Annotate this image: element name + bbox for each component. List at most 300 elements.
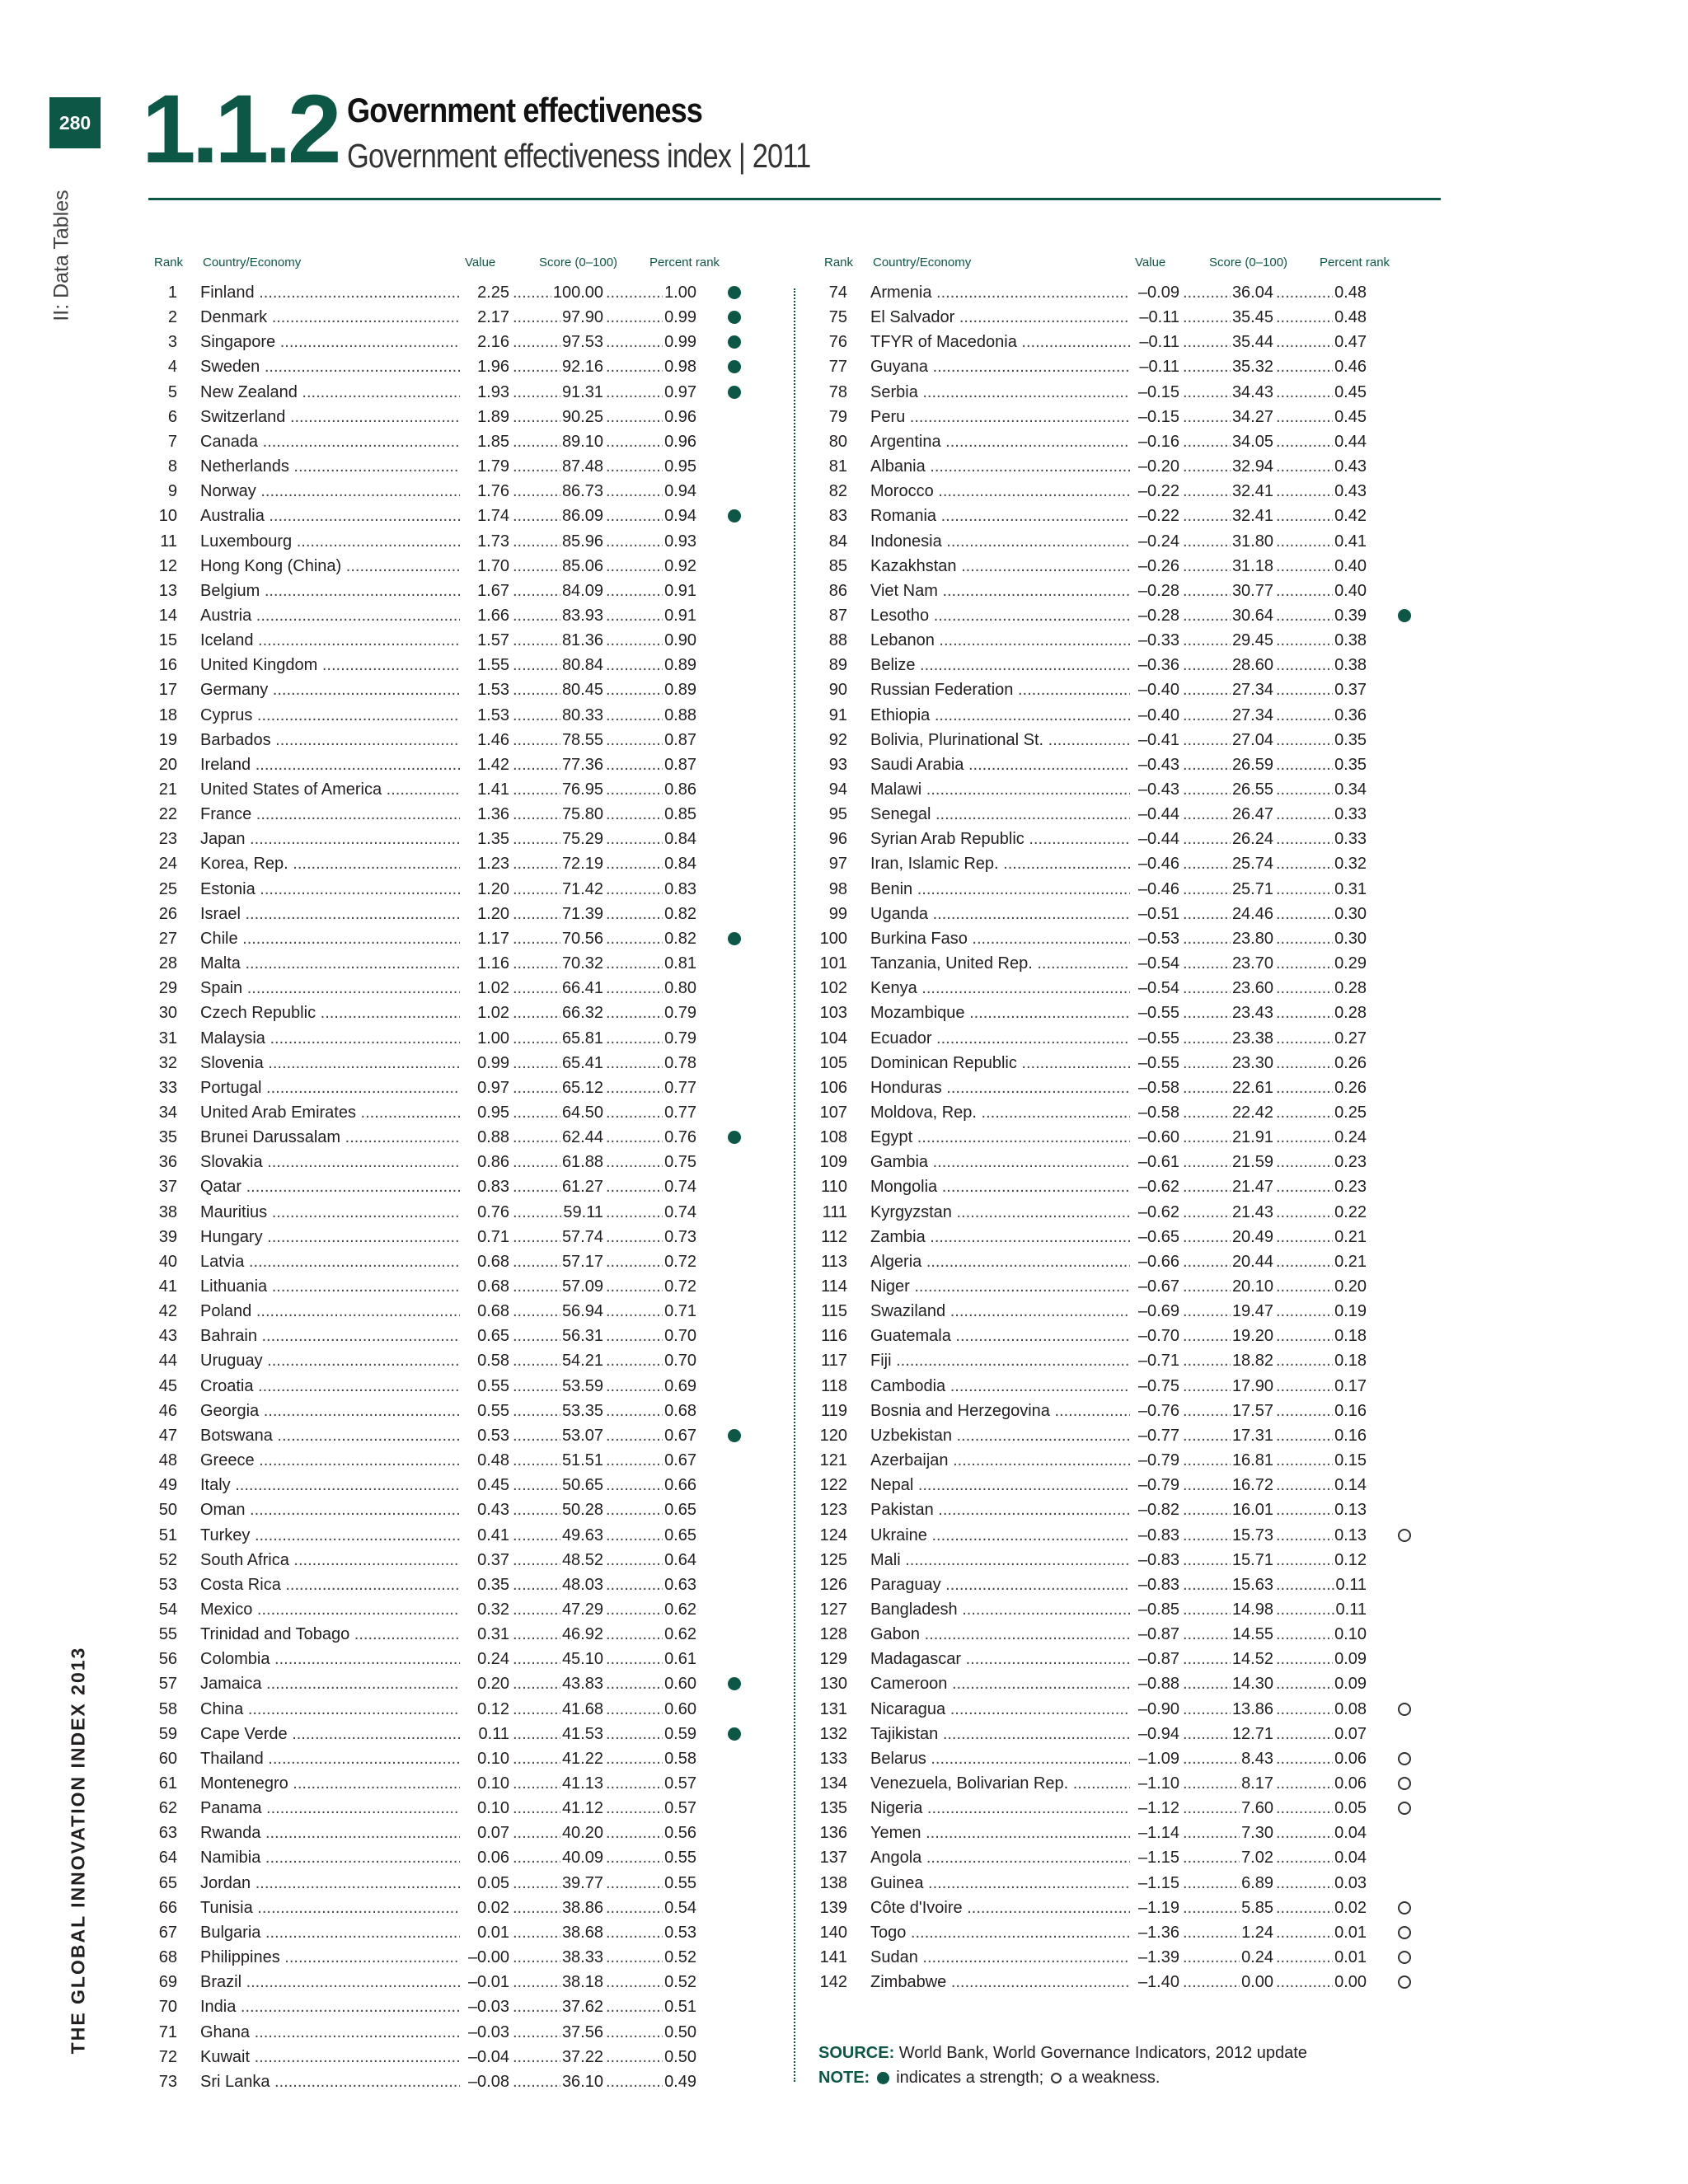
strength-dot-icon	[877, 2072, 889, 2084]
score-cell	[1183, 951, 1273, 976]
rank-cell: 93	[828, 755, 847, 774]
rank-cell: 138	[819, 1873, 847, 1892]
percent-rank-cell	[1276, 728, 1367, 752]
score-cell	[1183, 728, 1273, 752]
percent-rank-cell	[1276, 554, 1367, 579]
score-cell-text: ..... 27.04	[1231, 728, 1273, 752]
percent-rank-cell-text: ..... 0.77	[663, 1100, 696, 1125]
score-cell-text: ..... 31.80	[1231, 529, 1273, 554]
country-cell: Estonia .....	[200, 877, 460, 902]
percent-rank-cell	[606, 976, 696, 1001]
score-cell-text: ..... 76.95	[560, 777, 603, 802]
strength-dot-icon	[728, 509, 741, 523]
percent-rank-cell	[606, 1274, 696, 1299]
percent-rank-cell-text: ..... 0.35	[1333, 728, 1367, 752]
score-cell-text: ..... 34.27	[1231, 405, 1273, 429]
percent-rank-cell	[1276, 330, 1367, 354]
rank-cell: 131	[819, 1699, 847, 1718]
page-subtitle: Government effectiveness index | 2011	[347, 137, 811, 175]
rank-cell: 45	[158, 1376, 177, 1395]
value-cell: –0.55	[1137, 1029, 1179, 1047]
score-cell-text: ..... 48.52	[560, 1548, 603, 1572]
rank-cell: 78	[828, 382, 847, 401]
percent-rank-cell	[606, 579, 696, 603]
score-cell	[513, 653, 603, 677]
score-cell-text: ..... 36.10	[560, 2069, 603, 2094]
percent-rank-cell-text: ..... 0.04	[1333, 1845, 1367, 1870]
rank-cell: 140	[819, 1923, 847, 1942]
score-cell-text: ..... 75.80	[560, 802, 603, 827]
percent-rank-cell-text: ..... 0.45	[1333, 405, 1367, 429]
country-cell: Lebanon .....	[870, 628, 1130, 653]
score-cell	[513, 976, 603, 1001]
note-line	[818, 2069, 1160, 2088]
score-cell-text: ..... 86.73	[560, 479, 603, 504]
country-cell: Mozambique .....	[870, 1001, 1130, 1025]
value-cell: –0.00	[467, 1948, 509, 1967]
score-cell-text: ..... 38.68	[560, 1920, 603, 1945]
percent-rank-cell	[1276, 1125, 1367, 1150]
value-cell: –0.54	[1137, 954, 1179, 973]
strength-dot-icon	[728, 1727, 741, 1741]
rank-cell: 109	[819, 1153, 847, 1172]
percent-rank-cell	[1276, 1001, 1367, 1025]
score-cell	[1183, 504, 1273, 528]
percent-rank-cell-text: ..... 0.75	[663, 1150, 696, 1174]
score-cell-text: ..... 37.62	[560, 1994, 603, 2019]
country-cell: Latvia .....	[200, 1249, 460, 1274]
rank-cell: 99	[828, 904, 847, 923]
value-cell: –0.62	[1137, 1202, 1179, 1221]
percent-rank-cell	[606, 777, 696, 802]
percent-rank-cell-text: ..... 0.41	[1333, 529, 1367, 554]
score-cell-text: ..... 20.44	[1231, 1249, 1273, 1274]
value-cell: 1.70	[477, 556, 509, 575]
score-cell-text: ..... 21.91	[1231, 1125, 1273, 1150]
value-cell: 0.45	[477, 1476, 509, 1495]
percent-rank-cell-text: ..... 0.67	[663, 1448, 696, 1473]
rank-cell: 47	[158, 1426, 177, 1445]
country-cell: Moldova, Rep. .....	[870, 1100, 1130, 1125]
value-cell: –0.46	[1137, 879, 1179, 898]
note-label: NOTE:	[818, 2069, 870, 2087]
country-cell: Benin .....	[870, 877, 1130, 902]
value-cell: 1.02	[477, 1004, 509, 1023]
country-cell: Mauritius .....	[200, 1200, 460, 1225]
score-cell	[513, 1945, 603, 1970]
value-cell: –0.40	[1137, 681, 1179, 700]
value-cell: –0.77	[1137, 1426, 1179, 1445]
percent-rank-cell-text: ..... 0.72	[663, 1249, 696, 1274]
header-rule	[148, 198, 1441, 200]
rank-cell: 59	[158, 1724, 177, 1743]
percent-rank-cell	[606, 802, 696, 827]
value-cell: –0.87	[1137, 1650, 1179, 1669]
rank-cell: 141	[819, 1948, 847, 1967]
score-cell	[1183, 529, 1273, 554]
page-number: 280	[49, 97, 101, 148]
score-cell	[1183, 1572, 1273, 1597]
country-cell: Guatemala .....	[870, 1324, 1130, 1348]
country-cell: Malta .....	[200, 951, 460, 976]
score-cell-text: ..... 97.90	[560, 305, 603, 330]
score-cell-text: ..... 41.13	[560, 1771, 603, 1796]
rank-cell: 83	[828, 507, 847, 526]
value-cell: 0.43	[477, 1501, 509, 1520]
percent-rank-cell-text: ..... 0.62	[663, 1622, 696, 1647]
percent-rank-cell-text: ..... 0.89	[663, 653, 696, 677]
score-cell-text: ..... 25.74	[1231, 851, 1273, 876]
value-cell: –0.04	[467, 2047, 509, 2066]
rank-cell: 123	[819, 1501, 847, 1520]
score-cell-text: ..... 53.59	[560, 1374, 603, 1399]
percent-rank-cell-text: ..... 0.52	[663, 1970, 696, 1994]
percent-rank-cell-text: ..... 0.64	[663, 1548, 696, 1572]
score-cell	[513, 479, 603, 504]
score-cell-text: ..... 32.41	[1231, 479, 1273, 504]
score-cell-text: ..... 41.53	[560, 1722, 603, 1746]
score-cell-text: ..... 38.18	[560, 1970, 603, 1994]
value-cell: 1.46	[477, 730, 509, 749]
score-cell-text: ..... 22.42	[1231, 1100, 1273, 1125]
score-cell-text: ..... 53.07	[560, 1423, 603, 1448]
score-cell	[513, 1597, 603, 1622]
country-cell: Israel .....	[200, 902, 460, 926]
country-cell: Brazil .....	[200, 1970, 460, 1994]
percent-rank-cell-text: ..... 0.56	[663, 1821, 696, 1845]
value-cell: 0.71	[477, 1227, 509, 1246]
score-cell-text: ..... 39.77	[560, 1871, 603, 1896]
percent-rank-cell-text: ..... 0.24	[1333, 1125, 1367, 1150]
value-cell: –0.03	[467, 2022, 509, 2041]
country-cell: Belize .....	[870, 653, 1130, 677]
country-cell: Slovenia .....	[200, 1051, 460, 1076]
country-cell: Pakistan .....	[870, 1497, 1130, 1522]
rank-cell: 28	[158, 954, 177, 973]
rank-cell: 31	[158, 1029, 177, 1047]
score-cell	[513, 579, 603, 603]
note-strength-text: indicates a strength;	[896, 2069, 1044, 2087]
percent-rank-cell-text: ..... 0.81	[663, 951, 696, 976]
percent-rank-cell	[1276, 454, 1367, 479]
percent-rank-cell	[606, 877, 696, 902]
score-cell	[513, 1026, 603, 1051]
score-cell	[513, 1448, 603, 1473]
score-cell	[513, 1722, 603, 1746]
rank-cell: 60	[158, 1749, 177, 1768]
score-cell	[1183, 354, 1273, 379]
score-cell-text: ..... 6.89	[1240, 1871, 1273, 1896]
value-cell: –0.55	[1137, 1053, 1179, 1072]
score-cell-text: ..... 84.09	[560, 579, 603, 603]
rank-cell: 81	[828, 457, 847, 476]
rank-cell: 69	[158, 1973, 177, 1992]
value-cell: –0.24	[1137, 532, 1179, 551]
percent-rank-cell	[1276, 628, 1367, 653]
rank-cell: 100	[819, 929, 847, 948]
country-cell: Peru .....	[870, 405, 1130, 429]
value-cell: 1.20	[477, 904, 509, 923]
percent-rank-cell	[1276, 354, 1367, 379]
country-cell: Romania .....	[870, 504, 1130, 528]
percent-rank-cell	[1276, 926, 1367, 951]
value-cell: 2.16	[477, 333, 509, 352]
percent-rank-cell-text: ..... 0.99	[663, 305, 696, 330]
source-text: World Bank, World Governance Indicators, 2012 update	[898, 2044, 1307, 2062]
value-cell: –0.83	[1137, 1526, 1179, 1544]
score-cell-text: ..... 19.20	[1231, 1324, 1273, 1348]
country-cell: Algeria .....	[870, 1249, 1130, 1274]
percent-rank-cell-text: ..... 0.34	[1333, 777, 1367, 802]
score-cell	[1183, 1026, 1273, 1051]
percent-rank-cell-text: ..... 0.40	[1333, 579, 1367, 603]
score-cell-text: ..... 77.36	[560, 752, 603, 777]
score-cell	[513, 1274, 603, 1299]
score-cell	[513, 1299, 603, 1324]
value-cell: 1.96	[477, 358, 509, 377]
country-cell: Qatar .....	[200, 1174, 460, 1199]
country-cell: Luxembourg .....	[200, 529, 460, 554]
country-cell: Finland .....	[200, 280, 460, 305]
percent-rank-cell-text: ..... 0.22	[1333, 1200, 1367, 1225]
side-publication-label: THE GLOBAL INNOVATION INDEX 2013	[67, 1646, 89, 2055]
strength-dot-icon	[728, 311, 741, 324]
rank-cell: 4	[167, 358, 177, 377]
percent-rank-cell-text: ..... 0.07	[1333, 1722, 1367, 1746]
score-cell	[1183, 1497, 1273, 1522]
country-cell: Belarus .....	[870, 1746, 1130, 1771]
percent-rank-cell-text: ..... 0.39	[1333, 603, 1367, 628]
score-cell	[513, 1647, 603, 1671]
country-cell: United Kingdom .....	[200, 653, 460, 677]
score-cell-text: ..... 27.34	[1231, 677, 1273, 702]
score-cell	[1183, 1348, 1273, 1373]
rank-cell: 90	[828, 681, 847, 700]
value-cell: –0.53	[1137, 929, 1179, 948]
score-cell-text: ..... 89.10	[560, 429, 603, 454]
score-cell	[513, 802, 603, 827]
country-cell: Uganda .....	[870, 902, 1130, 926]
score-cell	[1183, 579, 1273, 603]
score-cell	[1183, 827, 1273, 851]
value-cell: 1.79	[477, 457, 509, 476]
score-cell	[513, 1001, 603, 1025]
score-cell-text: ..... 30.77	[1231, 579, 1273, 603]
percent-rank-cell	[1276, 504, 1367, 528]
score-cell-text: ..... 14.52	[1231, 1647, 1273, 1671]
score-cell	[1183, 429, 1273, 454]
country-cell: Hong Kong (China) .....	[200, 554, 460, 579]
rank-cell: 58	[158, 1699, 177, 1718]
score-cell	[1183, 1970, 1273, 1994]
value-cell: 1.66	[477, 606, 509, 625]
percent-rank-cell	[1276, 1324, 1367, 1348]
country-cell: Côte d'Ivoire .....	[870, 1896, 1130, 1920]
percent-rank-cell	[1276, 1920, 1367, 1945]
score-cell-text: ..... 24.46	[1231, 902, 1273, 926]
percent-rank-cell	[1276, 802, 1367, 827]
percent-rank-cell-text: ..... 0.84	[663, 827, 696, 851]
percent-rank-cell	[606, 305, 696, 330]
percent-rank-cell	[606, 1722, 696, 1746]
strength-dot-icon	[1398, 609, 1411, 622]
country-cell: Russian Federation .....	[870, 677, 1130, 702]
score-cell	[1183, 1100, 1273, 1125]
score-cell	[513, 330, 603, 354]
value-cell: –1.14	[1137, 1824, 1179, 1843]
percent-rank-cell-text: ..... 0.33	[1333, 802, 1367, 827]
score-cell-text: ..... 38.86	[560, 1896, 603, 1920]
rank-cell: 12	[158, 556, 177, 575]
rank-cell: 97	[828, 855, 847, 874]
value-cell: –0.46	[1137, 855, 1179, 874]
rank-cell: 61	[158, 1774, 177, 1793]
rank-cell: 19	[158, 730, 177, 749]
value-cell: –0.65	[1137, 1227, 1179, 1246]
strength-dot-icon	[728, 1131, 741, 1144]
score-cell	[513, 504, 603, 528]
rank-cell: 52	[158, 1550, 177, 1569]
weakness-circle-icon	[1051, 2073, 1062, 2083]
rank-cell: 86	[828, 581, 847, 600]
rank-cell: 5	[167, 382, 177, 401]
rank-cell: 43	[158, 1327, 177, 1346]
column-divider	[794, 288, 795, 2082]
score-cell-text: ..... 85.96	[560, 529, 603, 554]
percent-rank-cell-text: ..... 0.35	[1333, 752, 1367, 777]
value-cell: 0.55	[477, 1376, 509, 1395]
percent-rank-cell	[606, 1299, 696, 1324]
score-cell-text: ..... 41.12	[560, 1796, 603, 1821]
percent-rank-cell-text: ..... 0.82	[663, 926, 696, 951]
value-cell: –0.61	[1137, 1153, 1179, 1172]
weakness-circle-icon	[1398, 1529, 1411, 1542]
country-cell: Iran, Islamic Rep. .....	[870, 851, 1130, 876]
rank-cell: 22	[158, 805, 177, 824]
score-cell	[513, 1497, 603, 1522]
score-cell-text: ..... 30.64	[1231, 603, 1273, 628]
rank-cell: 75	[828, 308, 847, 327]
percent-rank-cell	[606, 1970, 696, 1994]
percent-rank-cell-text: ..... 0.55	[663, 1845, 696, 1870]
score-cell	[513, 1671, 603, 1696]
value-cell: –1.40	[1137, 1973, 1179, 1992]
rank-cell: 15	[158, 631, 177, 650]
rank-cell: 63	[158, 1824, 177, 1843]
value-cell: –1.12	[1137, 1799, 1179, 1818]
percent-rank-cell	[1276, 851, 1367, 876]
country-cell: Philippines .....	[200, 1945, 460, 1970]
value-cell: 1.85	[477, 432, 509, 451]
percent-rank-cell	[606, 1076, 696, 1100]
score-cell	[1183, 1150, 1273, 1174]
rank-cell: 135	[819, 1799, 847, 1818]
rank-cell: 139	[819, 1898, 847, 1917]
score-cell	[513, 529, 603, 554]
country-cell: Honduras .....	[870, 1076, 1130, 1100]
header-country: Country/Economy	[873, 255, 972, 269]
score-cell	[1183, 1249, 1273, 1274]
percent-rank-cell	[606, 330, 696, 354]
value-cell: 1.76	[477, 482, 509, 501]
percent-rank-cell	[606, 1348, 696, 1373]
percent-rank-cell-text: ..... 0.99	[663, 330, 696, 354]
percent-rank-cell	[1276, 1896, 1367, 1920]
rank-cell: 51	[158, 1526, 177, 1544]
score-cell-text: ..... 15.71	[1231, 1548, 1273, 1572]
percent-rank-cell	[1276, 1473, 1367, 1497]
strength-dot-icon	[728, 1677, 741, 1690]
rank-cell: 106	[819, 1078, 847, 1097]
value-cell: –0.28	[1137, 606, 1179, 625]
score-cell-text: ..... 97.53	[560, 330, 603, 354]
score-cell	[1183, 1324, 1273, 1348]
percent-rank-cell	[606, 1399, 696, 1423]
country-cell: Niger .....	[870, 1274, 1130, 1299]
country-cell: Azerbaijan .....	[870, 1448, 1130, 1473]
value-cell: 1.36	[477, 805, 509, 824]
score-cell-text: ..... 25.71	[1231, 877, 1273, 902]
percent-rank-cell	[606, 827, 696, 851]
value-cell: –1.15	[1137, 1873, 1179, 1892]
score-cell-text: ..... 27.34	[1231, 703, 1273, 728]
value-cell: –0.20	[1137, 457, 1179, 476]
country-cell: Ireland .....	[200, 752, 460, 777]
score-cell-text: ..... 8.43	[1240, 1746, 1273, 1771]
percent-rank-cell-text: ..... 0.27	[1333, 1026, 1367, 1051]
country-cell: Lithuania .....	[200, 1274, 460, 1299]
header-value: Value	[1135, 255, 1166, 269]
value-cell: –0.71	[1137, 1352, 1179, 1371]
percent-rank-cell-text: ..... 0.59	[663, 1722, 696, 1746]
country-cell: Chile .....	[200, 926, 460, 951]
percent-rank-cell	[1276, 1299, 1367, 1324]
percent-rank-cell-text: ..... 0.92	[663, 554, 696, 579]
percent-rank-cell	[606, 752, 696, 777]
percent-rank-cell-text: ..... 0.74	[663, 1200, 696, 1225]
percent-rank-cell-text: ..... 0.06	[1333, 1746, 1367, 1771]
score-cell-text: ..... 100.00	[551, 280, 603, 305]
rank-cell: 57	[158, 1675, 177, 1694]
country-cell: Hungary .....	[200, 1225, 460, 1249]
percent-rank-cell	[606, 1647, 696, 1671]
score-cell	[1183, 479, 1273, 504]
value-cell: –0.16	[1137, 432, 1179, 451]
value-cell: –0.90	[1137, 1699, 1179, 1718]
value-cell: 1.57	[477, 631, 509, 650]
percent-rank-cell	[1276, 529, 1367, 554]
country-cell: Viet Nam .....	[870, 579, 1130, 603]
percent-rank-cell	[606, 951, 696, 976]
country-cell: Botswana .....	[200, 1423, 460, 1448]
score-cell	[1183, 1647, 1273, 1671]
score-cell-text: ..... 50.28	[560, 1497, 603, 1522]
percent-rank-cell	[1276, 1722, 1367, 1746]
percent-rank-cell-text: ..... 0.17	[1333, 1374, 1367, 1399]
score-cell	[513, 354, 603, 379]
country-cell: Sudan .....	[870, 1945, 1130, 1970]
rank-cell: 98	[828, 879, 847, 898]
country-cell: Japan .....	[200, 827, 460, 851]
percent-rank-cell-text: ..... 0.96	[663, 405, 696, 429]
country-cell: Uruguay .....	[200, 1348, 460, 1373]
country-cell: Czech Republic .....	[200, 1001, 460, 1025]
percent-rank-cell	[606, 1821, 696, 1845]
value-cell: 0.41	[477, 1526, 509, 1544]
strength-dot-icon	[728, 386, 741, 399]
country-cell: Sri Lanka .....	[200, 2069, 460, 2094]
score-cell-text: ..... 86.09	[560, 504, 603, 528]
